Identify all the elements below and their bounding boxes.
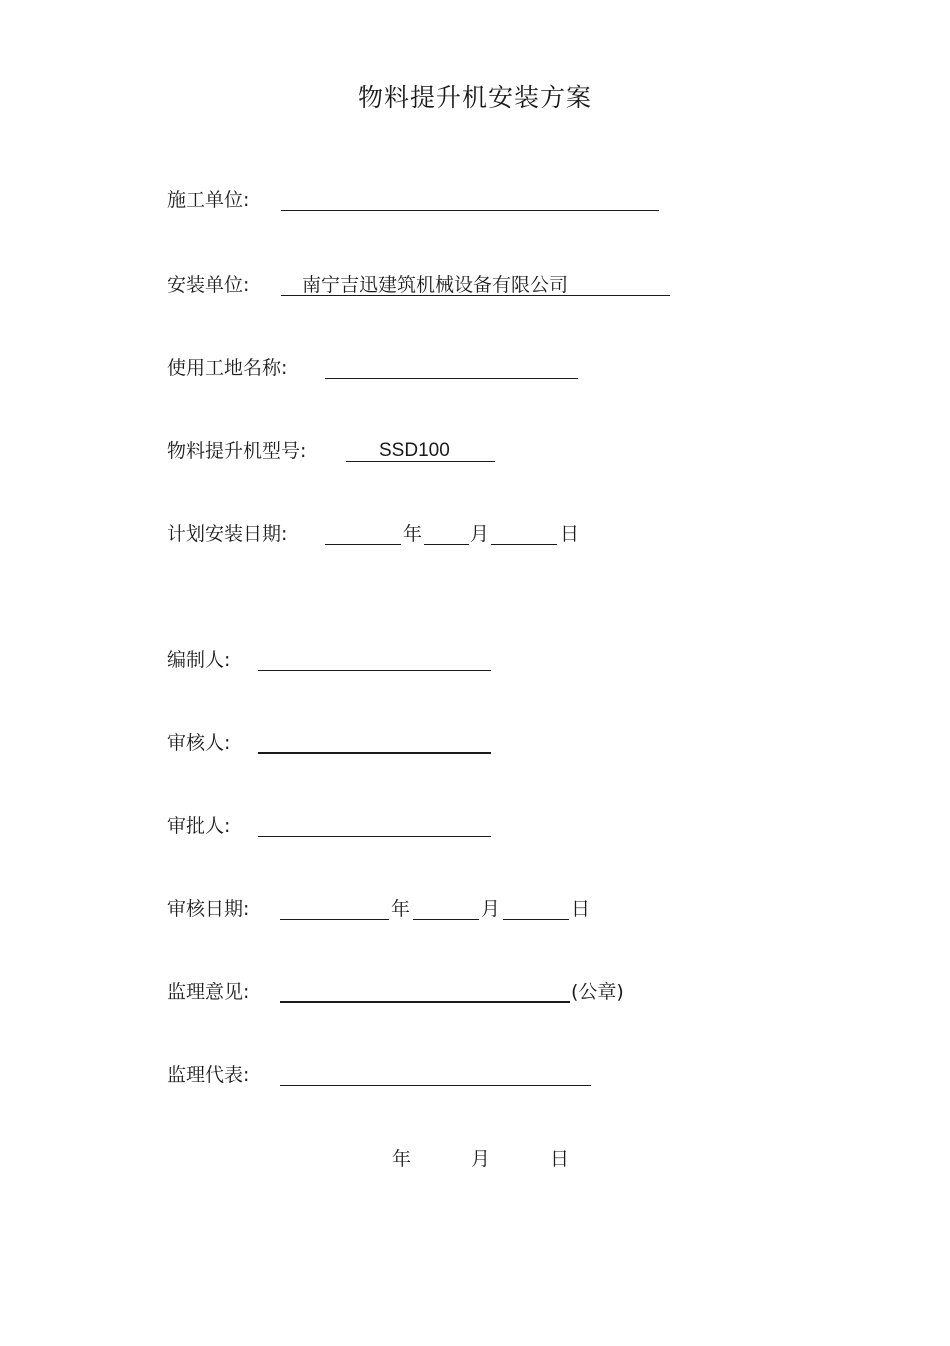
review-year-unit: 年 bbox=[391, 898, 411, 920]
construction-unit-field[interactable] bbox=[281, 210, 659, 211]
review-day-field[interactable] bbox=[503, 919, 569, 920]
review-month-field[interactable] bbox=[413, 919, 479, 920]
approver-field[interactable] bbox=[258, 836, 491, 837]
approver-label: 审批人: bbox=[167, 815, 231, 837]
planned-month-field[interactable] bbox=[424, 544, 469, 545]
planned-month-unit: 月 bbox=[470, 523, 490, 545]
footer-month: 月 bbox=[471, 1148, 491, 1170]
footer-year: 年 bbox=[392, 1148, 412, 1170]
construction-unit-label: 施工单位: bbox=[167, 189, 250, 211]
planned-day-unit: 日 bbox=[560, 523, 580, 545]
reviewer-field[interactable] bbox=[258, 752, 491, 754]
document-title: 物料提升机安装方案 bbox=[357, 83, 592, 112]
review-day-unit: 日 bbox=[571, 898, 591, 920]
installation-unit-label: 安装单位: bbox=[167, 274, 250, 296]
supervision-rep-label: 监理代表: bbox=[167, 1064, 250, 1086]
official-seal-note: (公章) bbox=[571, 981, 624, 1003]
supervision-rep-field[interactable] bbox=[280, 1085, 591, 1086]
review-year-field[interactable] bbox=[280, 919, 389, 920]
site-name-label: 使用工地名称: bbox=[167, 357, 288, 379]
planned-year-field[interactable] bbox=[325, 544, 401, 545]
hoist-model-label: 物料提升机型号: bbox=[167, 440, 307, 462]
compiler-field[interactable] bbox=[258, 670, 491, 671]
review-date-label: 审核日期: bbox=[167, 898, 250, 920]
hoist-model-value: SSD100 bbox=[379, 440, 450, 461]
installation-unit-value: 南宁吉迅建筑机械设备有限公司 bbox=[302, 274, 569, 296]
planned-date-label: 计划安装日期: bbox=[167, 523, 288, 545]
supervision-opinion-field[interactable] bbox=[280, 1001, 570, 1003]
review-month-unit: 月 bbox=[481, 898, 501, 920]
footer-day: 日 bbox=[550, 1148, 570, 1170]
compiler-label: 编制人: bbox=[167, 649, 231, 671]
reviewer-label: 审核人: bbox=[167, 732, 231, 754]
planned-day-field[interactable] bbox=[491, 544, 557, 545]
site-name-field[interactable] bbox=[325, 378, 578, 379]
supervision-opinion-label: 监理意见: bbox=[167, 981, 250, 1003]
planned-year-unit: 年 bbox=[403, 523, 423, 545]
